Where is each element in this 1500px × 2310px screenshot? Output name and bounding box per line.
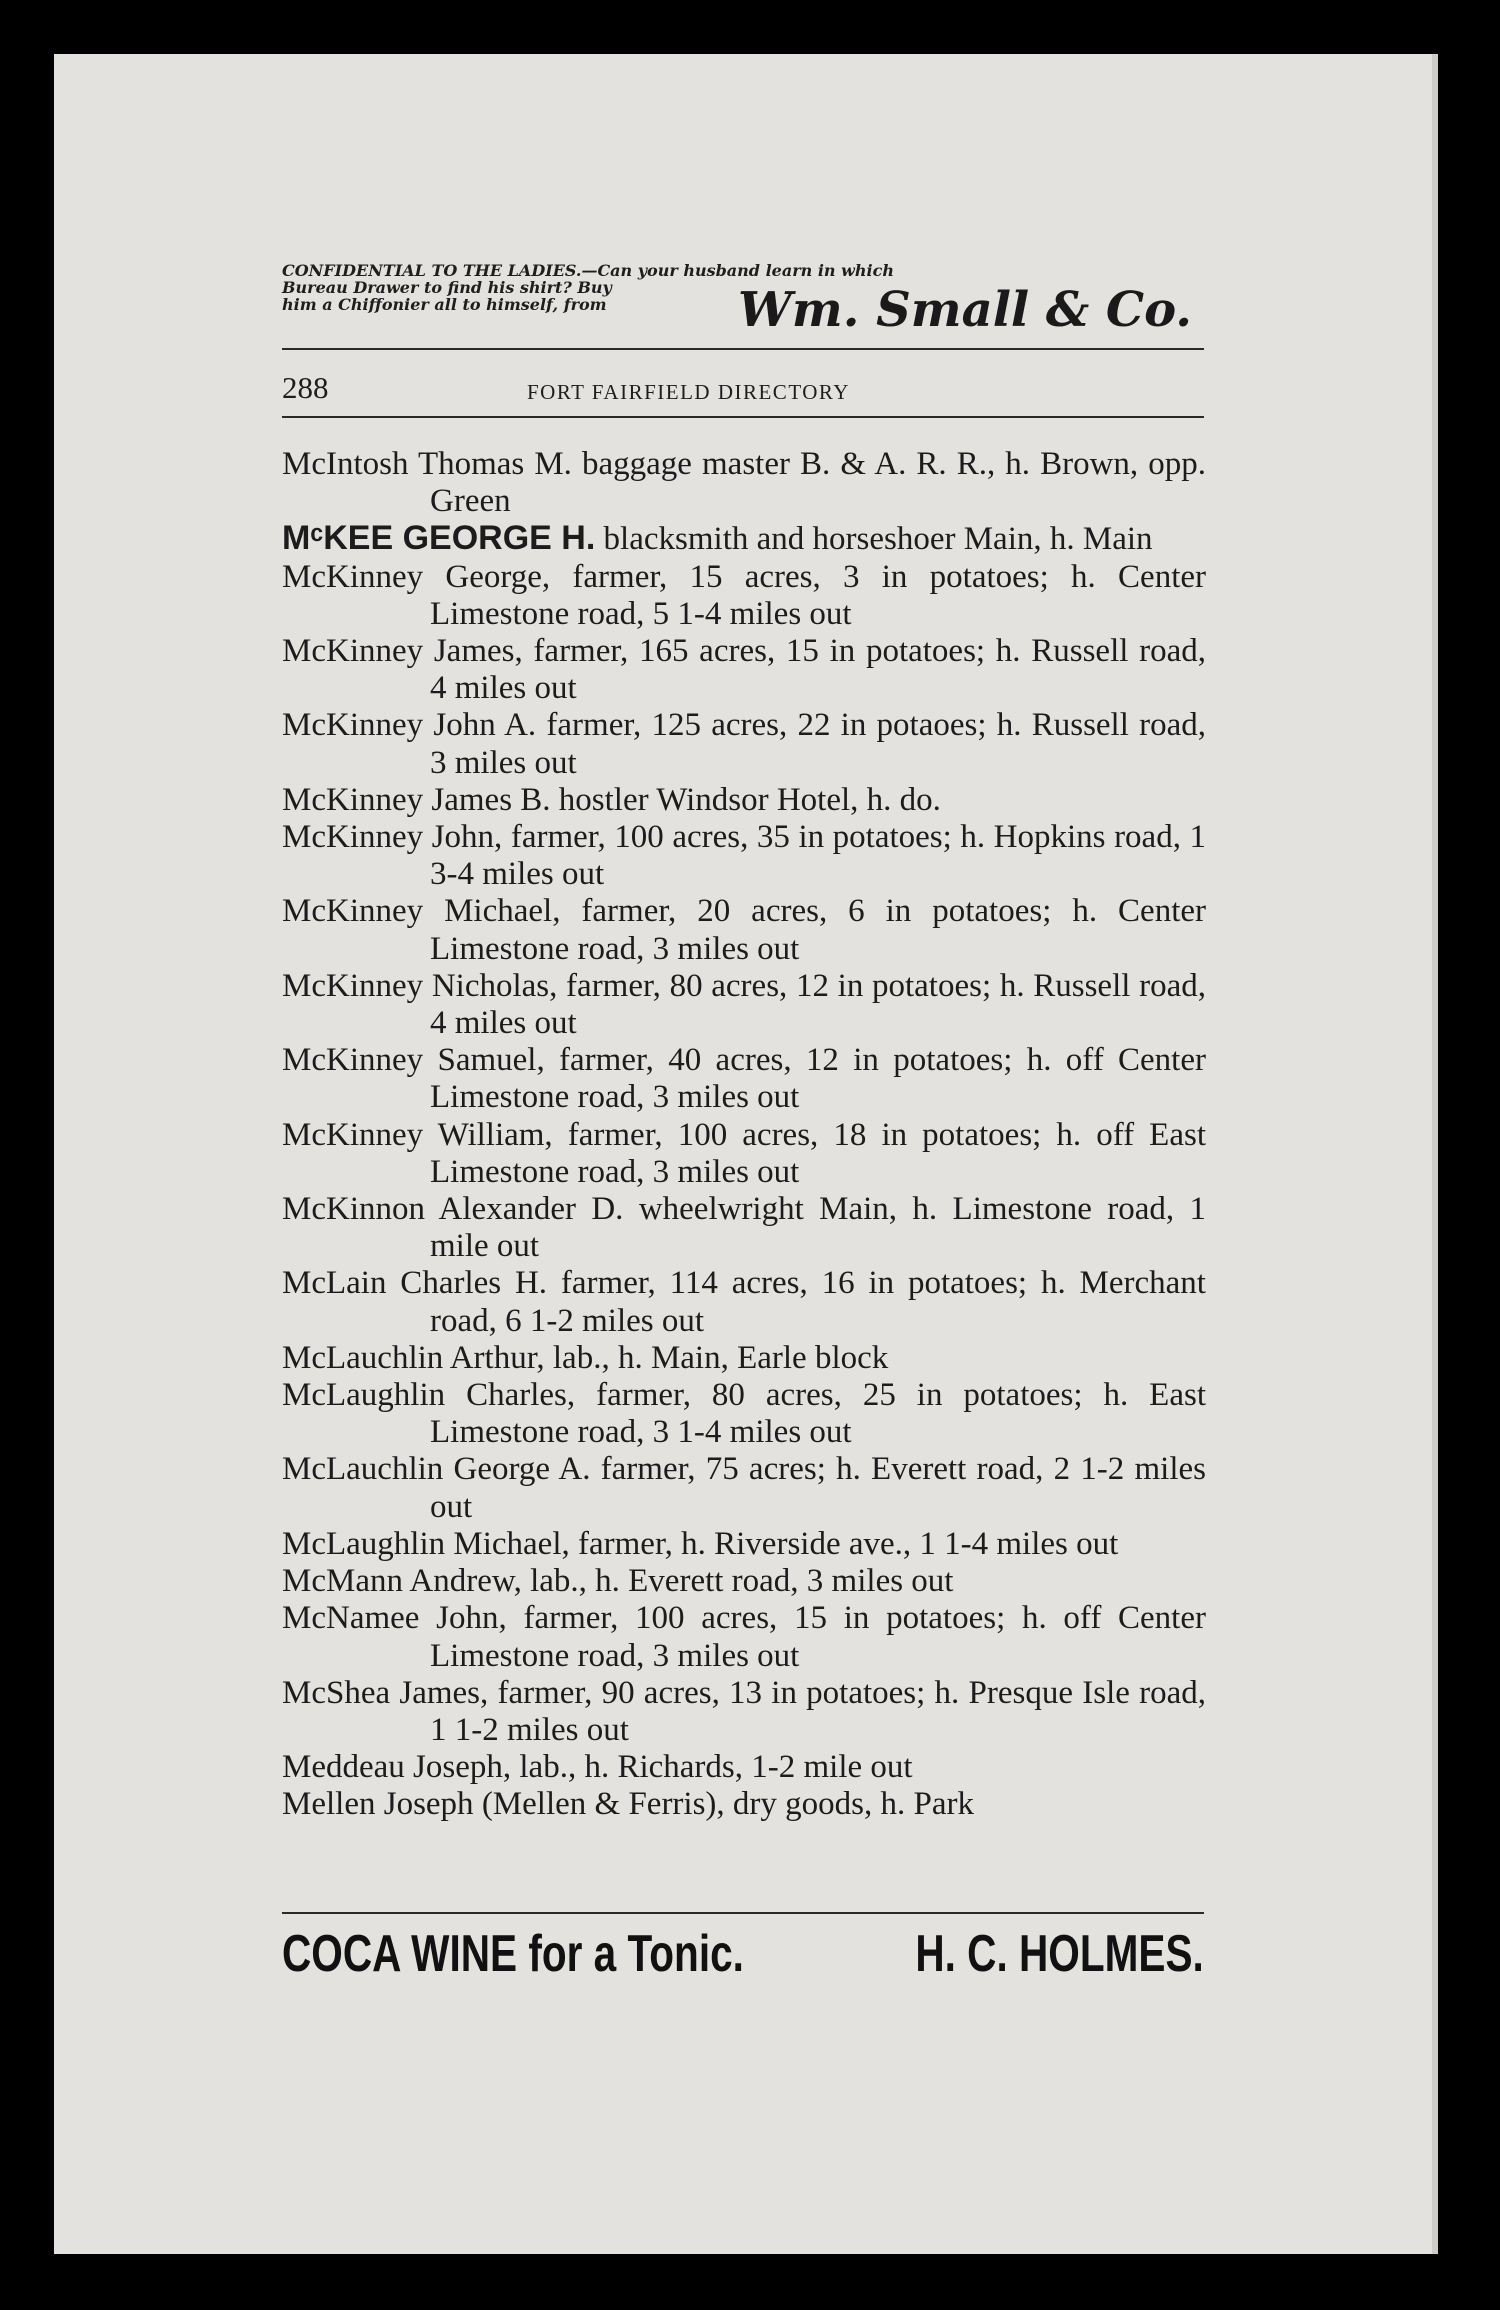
list-item xyxy=(282,782,1206,819)
ad-line-2: Bureau Drawer to find his shirt? Buy xyxy=(282,278,612,297)
entry-text: lab., h. Richards, 1-2 mile out xyxy=(511,1749,913,1786)
entry-name: McKinney Michael, xyxy=(282,893,561,930)
entry-text: farmer, h. Riverside ave., 1 1-4 miles out xyxy=(569,1525,1119,1562)
ad-line-3: him a Chiffonier all to himself, from xyxy=(282,295,607,314)
ad-advertiser: H. C. HOLMES. xyxy=(915,1925,1204,1983)
entry-name: McKinney John A. xyxy=(282,707,537,744)
entry-name: McLain Charles H. xyxy=(282,1265,548,1302)
entry-name: Meddeau Joseph, xyxy=(282,1749,512,1786)
entry-text: blacksmith and horseshoer Main, h. Main xyxy=(595,521,1153,558)
list-item xyxy=(282,1526,1206,1563)
list-item xyxy=(282,1377,1206,1451)
entry-text: farmer, 100 acres, 35 in potatoes; h. Hopkins road, 1 3-4 miles out xyxy=(430,819,1207,893)
ad-line-1: CONFIDENTIAL TO THE LADIES.—Can your husband learn in which xyxy=(282,261,894,280)
list-item xyxy=(282,1042,1206,1116)
top-rule xyxy=(282,348,1204,350)
list-item xyxy=(282,1786,1206,1823)
entry-name: McIntosh Thomas M. xyxy=(282,446,572,482)
entry-name: McKinnon Alexander D. xyxy=(282,1191,624,1228)
entry-text: farmer, 80 acres, 25 in potatoes; h. East Limestone road, 3 1-4 miles out xyxy=(430,1377,1206,1451)
directory-entries xyxy=(282,446,1206,1824)
entry-name: McKinney George, xyxy=(282,558,551,595)
entry-name: McMann Andrew, xyxy=(282,1563,522,1600)
entry-text: farmer, 125 acres, 22 in potaoes; h. Russell road, 3 miles out xyxy=(430,707,1206,781)
entry-name: McKinney Nicholas, xyxy=(282,967,558,1004)
list-item xyxy=(282,707,1206,781)
entry-text: wheelwright Main, h. Limestone road, 1 mile out xyxy=(430,1191,1206,1265)
entry-text: farmer, 90 acres, 13 in potatoes; h. Presque Isle road, 1 1-2 miles out xyxy=(430,1674,1206,1748)
list-item xyxy=(282,1340,1206,1377)
entry-text: baggage master B. & A. R. R., h. Brown, opp. Green xyxy=(430,446,1206,520)
list-item xyxy=(282,968,1206,1042)
list-item xyxy=(282,1191,1206,1265)
entry-text: farmer, 20 acres, 6 in potatoes; h. Center Limestone road, 3 miles out xyxy=(430,893,1206,967)
entry-text: farmer, 15 acres, 3 in potatoes; h. Center Limestone road, 5 1-4 miles out xyxy=(430,558,1207,632)
list-item xyxy=(282,1563,1206,1600)
entry-name: McShea James, xyxy=(282,1674,489,1711)
entry-text: farmer, 100 acres, 15 in potatoes; h. off Center Limestone road, 3 miles out xyxy=(430,1600,1206,1674)
list-item xyxy=(282,446,1206,520)
ad-brand: Wm. Small & Co. xyxy=(738,282,1192,338)
entry-text: farmer, 75 acres; h. Everett road, 2 1-2 miles out xyxy=(430,1451,1206,1525)
ad-copy xyxy=(282,261,894,314)
bottom-advertisement xyxy=(282,1924,1204,1984)
list-item xyxy=(282,893,1206,967)
entry-text: farmer, 40 acres, 12 in potatoes; h. off Center Limestone road, 3 miles out xyxy=(430,1042,1206,1116)
list-item xyxy=(282,1117,1206,1191)
entry-name: McKinney James B. xyxy=(282,781,551,818)
ad-slogan: COCA WINE for a Tonic. xyxy=(282,1925,744,1983)
entry-text: farmer, 100 acres, 18 in potatoes; h. off East Limestone road, 3 miles out xyxy=(430,1116,1207,1190)
entry-name: McLauchlin Arthur, xyxy=(282,1339,545,1376)
entry-text: lab., h. Main, Earle block xyxy=(544,1339,889,1376)
entry-name: MᶜKEE GEORGE H. xyxy=(282,519,596,558)
entry-text: lab., h. Everett road, 3 miles out xyxy=(521,1563,954,1600)
list-item xyxy=(282,1675,1206,1749)
entry-text: hostler Windsor Hotel, h. do. xyxy=(550,781,941,818)
entry-name: McKinney John, xyxy=(282,819,503,856)
list-item xyxy=(282,1451,1206,1525)
running-title: FORT FAIRFIELD DIRECTORY xyxy=(527,380,850,404)
list-item xyxy=(282,559,1206,633)
entry-text: (Mellen & Ferris), dry goods, h. Park xyxy=(473,1786,974,1823)
entry-name: McKinney William, xyxy=(282,1116,553,1153)
entry-name: McKinney James, xyxy=(282,633,523,670)
list-item xyxy=(282,1600,1206,1674)
entry-name: Mellen Joseph xyxy=(282,1786,474,1823)
footer-rule xyxy=(282,1912,1204,1914)
list-item xyxy=(282,520,1206,558)
entry-text: farmer, 165 acres, 15 in potatoes; h. Russell road, 4 miles out xyxy=(430,633,1206,707)
list-item xyxy=(282,819,1206,893)
header-rule xyxy=(282,416,1204,418)
list-item xyxy=(282,633,1206,707)
entry-name: McLauchlin George A. xyxy=(282,1451,591,1488)
top-advertisement xyxy=(282,258,1198,342)
list-item xyxy=(282,1749,1206,1786)
entry-name: McLaughlin Charles, xyxy=(282,1377,576,1414)
page-header xyxy=(282,370,1204,410)
entry-name: McNamee John, xyxy=(282,1600,507,1637)
page-number: 288 xyxy=(282,370,329,405)
entry-name: McLaughlin Michael, xyxy=(282,1525,570,1562)
list-item xyxy=(282,1265,1206,1339)
entry-name: McKinney Samuel, xyxy=(282,1042,545,1079)
entry-text: farmer, 80 acres, 12 in potatoes; h. Russell road, 4 miles out xyxy=(430,967,1206,1042)
entry-text: farmer, 114 acres, 16 in potatoes; h. Merchant road, 6 1-2 miles out xyxy=(430,1265,1206,1339)
